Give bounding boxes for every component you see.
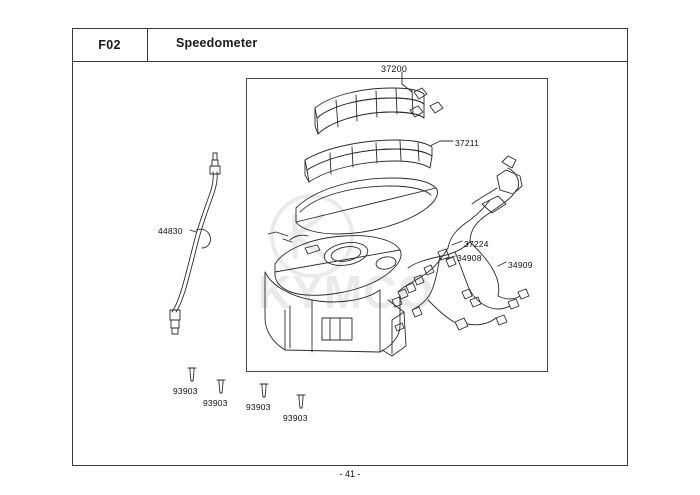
callout-37200: 37200	[381, 64, 408, 74]
svg-text:KYMCO: KYMCO	[258, 266, 435, 318]
header-divider	[148, 61, 628, 62]
callout-93903-2: 93903	[203, 398, 228, 408]
callout-37224: 37224	[464, 239, 489, 249]
callout-44830: 44830	[158, 226, 183, 236]
page-number: - 41 -	[339, 469, 361, 479]
callout-93903-4: 93903	[283, 413, 308, 423]
callout-34909: 34909	[508, 260, 533, 270]
callout-93903-1: 93903	[173, 386, 198, 396]
callout-37211: 37211	[455, 138, 480, 148]
callout-34908: 34908	[457, 253, 482, 263]
diagram-boundary	[246, 78, 548, 372]
callout-93903-3: 93903	[246, 402, 271, 412]
page-title: Speedometer	[176, 36, 258, 50]
section-code: F02	[72, 28, 148, 62]
